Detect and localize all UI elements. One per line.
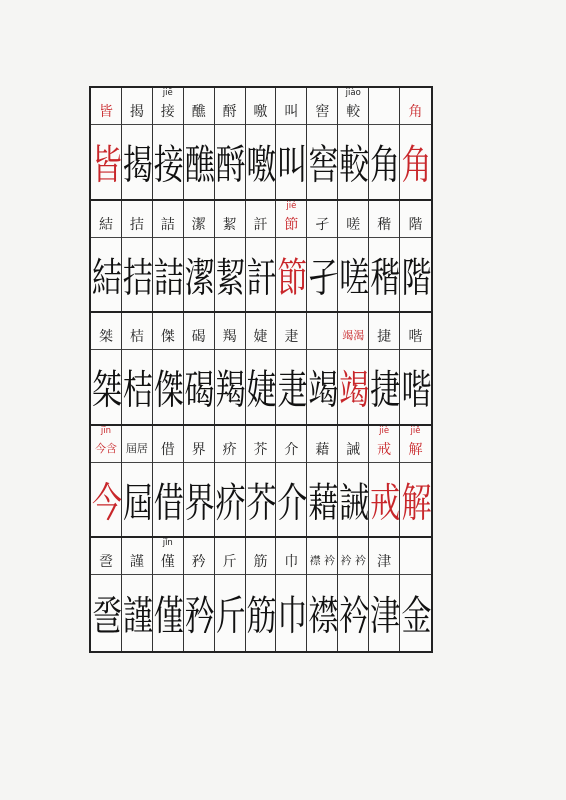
character-heading: 誡 <box>346 441 361 458</box>
seal-script-glyph: 屆 <box>122 480 151 528</box>
pinyin-label: jié <box>286 200 297 211</box>
seal-script-glyph: 竭 <box>308 367 337 415</box>
character-cell <box>246 88 277 199</box>
character-cell <box>91 313 122 424</box>
character-cell <box>276 201 307 312</box>
character-heading: 節 <box>284 216 299 233</box>
character-heading: 傑 <box>160 329 175 346</box>
character-table <box>89 86 433 653</box>
character-heading: 訐 <box>253 216 268 233</box>
seal-script-glyph: 藉 <box>308 480 337 528</box>
seal-script-glyph: 角 <box>370 142 399 190</box>
seal-script-glyph: 酹 <box>215 142 244 190</box>
character-heading: 介 <box>284 441 299 458</box>
character-heading: 筋 <box>253 554 268 571</box>
character-heading: 借 <box>160 441 175 458</box>
character-cell <box>184 538 215 651</box>
seal-script-glyph: 節 <box>277 254 306 303</box>
character-heading: 藉 <box>315 441 330 458</box>
character-cell <box>215 201 246 312</box>
character-cell <box>184 313 215 424</box>
character-cell <box>246 201 277 312</box>
seal-script-glyph: 僅 <box>153 593 182 642</box>
character-cell <box>91 426 122 537</box>
character-cell <box>184 201 215 312</box>
seal-script-glyph: 醮 <box>184 142 213 190</box>
seal-script-glyph: 誡 <box>339 480 368 528</box>
character-heading: 羯 <box>222 329 237 346</box>
character-cell <box>246 313 277 424</box>
seal-script-glyph: 角 <box>401 142 430 190</box>
character-heading: 窖 <box>315 104 330 120</box>
seal-script-glyph: 喈 <box>401 367 430 415</box>
pinyin-label: jiào <box>345 88 361 98</box>
character-cell <box>338 201 369 312</box>
character-heading: 叫 <box>284 104 299 120</box>
character-heading: 戒 <box>377 441 392 458</box>
seal-script-glyph: 金 <box>401 593 430 642</box>
character-heading: 竭渴 <box>342 329 365 343</box>
table-row <box>91 201 431 314</box>
seal-script-glyph: 解 <box>401 480 430 528</box>
character-cell <box>400 313 431 424</box>
character-cell <box>153 426 184 537</box>
character-cell <box>153 201 184 312</box>
character-cell <box>122 88 153 199</box>
character-heading: 津 <box>377 554 392 571</box>
seal-script-glyph: 戒 <box>370 480 399 528</box>
seal-script-glyph: 嗟 <box>339 254 368 303</box>
seal-script-glyph: 斤 <box>215 593 244 642</box>
seal-script-glyph: 接 <box>153 142 182 190</box>
seal-script-glyph: 稭 <box>370 254 399 303</box>
seal-script-glyph: 訐 <box>246 254 275 303</box>
table-row <box>91 538 431 651</box>
character-heading: 界 <box>191 441 206 458</box>
seal-script-glyph: 階 <box>401 254 430 303</box>
character-cell <box>369 538 400 651</box>
character-heading: 階 <box>408 216 423 233</box>
seal-script-glyph: 疌 <box>277 367 306 415</box>
character-cell <box>338 426 369 537</box>
seal-script-glyph: 界 <box>184 480 213 528</box>
character-heading: 斤 <box>222 554 237 571</box>
character-cell <box>307 88 338 199</box>
seal-script-glyph: 巾 <box>277 593 306 642</box>
character-heading: 潔 <box>191 216 206 233</box>
seal-script-glyph: 介 <box>277 480 306 528</box>
character-cell <box>184 426 215 537</box>
character-cell <box>122 538 153 651</box>
seal-script-glyph: 絜 <box>215 254 244 303</box>
character-heading: 噭 <box>253 104 268 120</box>
seal-script-glyph: 窖 <box>308 142 337 190</box>
character-cell <box>307 201 338 312</box>
seal-script-glyph: 結 <box>91 254 120 303</box>
character-cell <box>400 88 431 199</box>
seal-script-glyph: 傑 <box>153 367 182 415</box>
character-cell <box>307 313 338 424</box>
character-cell <box>369 426 400 537</box>
seal-script-glyph: 津 <box>370 593 399 642</box>
character-heading: 捷 <box>377 329 392 346</box>
seal-script-glyph: 竭 <box>339 367 368 415</box>
pinyin-label: jiě <box>410 425 421 436</box>
character-cell <box>184 88 215 199</box>
character-heading: 嗟 <box>346 216 361 233</box>
character-heading: 結 <box>98 216 113 233</box>
seal-script-glyph: 芥 <box>246 480 275 528</box>
character-cell <box>400 538 431 651</box>
character-cell <box>215 538 246 651</box>
character-heading: 巾 <box>284 554 299 571</box>
seal-script-glyph: 婕 <box>246 367 275 415</box>
character-cell <box>369 88 400 199</box>
character-cell <box>338 538 369 651</box>
seal-script-glyph: 揭 <box>122 142 151 190</box>
seal-script-glyph: 桀 <box>91 367 120 415</box>
seal-script-glyph: 疥 <box>215 480 244 528</box>
seal-script-glyph: 謹 <box>122 593 151 642</box>
seal-script-glyph: 較 <box>339 142 368 190</box>
seal-script-glyph: 碣 <box>184 367 213 415</box>
character-heading: 接 <box>160 104 175 120</box>
seal-script-glyph: 巹 <box>91 593 120 642</box>
character-heading: 揭 <box>129 104 144 120</box>
seal-script-glyph: 桔 <box>122 367 151 415</box>
pinyin-label: jīn <box>100 425 112 436</box>
character-cell <box>338 88 369 199</box>
character-cell <box>215 88 246 199</box>
pinyin-label: jǐn <box>162 538 173 549</box>
character-heading: 絜 <box>222 216 237 233</box>
character-cell <box>91 201 122 312</box>
seal-script-glyph: 叫 <box>277 142 306 190</box>
character-cell <box>276 88 307 199</box>
character-heading: 詰 <box>160 216 175 233</box>
seal-script-glyph: 詰 <box>153 254 182 303</box>
character-heading: 疥 <box>222 441 237 458</box>
character-heading: 屆居 <box>125 441 148 455</box>
character-heading: 今含 <box>94 441 117 455</box>
character-heading: 皆 <box>98 104 113 120</box>
character-heading: 桀 <box>98 329 113 346</box>
character-cell <box>307 538 338 651</box>
character-cell <box>246 538 277 651</box>
character-cell <box>215 313 246 424</box>
seal-script-glyph: 捷 <box>370 367 399 415</box>
character-heading: 桔 <box>129 329 144 346</box>
character-heading: 謹 <box>129 554 144 571</box>
character-heading: 角 <box>408 104 423 120</box>
character-heading: 喈 <box>408 329 423 346</box>
character-heading: 碣 <box>191 329 206 346</box>
character-heading: 矜 <box>191 554 206 571</box>
character-cell <box>276 426 307 537</box>
character-cell <box>215 426 246 537</box>
seal-script-glyph: 潔 <box>184 254 213 303</box>
character-cell <box>369 201 400 312</box>
seal-script-glyph: 衿 <box>339 593 368 642</box>
seal-script-glyph: 孑 <box>308 254 337 303</box>
character-cell <box>153 313 184 424</box>
character-heading: 稭 <box>377 216 392 233</box>
character-cell <box>307 426 338 537</box>
seal-script-glyph: 今 <box>91 480 120 528</box>
character-cell <box>246 426 277 537</box>
character-heading: 拮 <box>129 216 144 233</box>
character-heading: 僅 <box>160 554 175 571</box>
character-heading: 巹 <box>98 554 113 571</box>
pinyin-label: jiē <box>162 88 173 98</box>
seal-script-glyph: 羯 <box>215 367 244 415</box>
character-cell <box>153 88 184 199</box>
seal-script-glyph: 皆 <box>91 142 120 190</box>
character-cell <box>276 538 307 651</box>
character-cell <box>91 538 122 651</box>
seal-script-glyph: 筋 <box>246 593 275 642</box>
character-heading: 婕 <box>253 329 268 346</box>
seal-script-glyph: 襟 <box>308 593 337 642</box>
character-heading: 襟 衿 <box>309 554 336 568</box>
character-heading: 疌 <box>284 329 299 346</box>
character-heading: 孑 <box>315 216 330 233</box>
character-cell <box>400 426 431 537</box>
pinyin-label: jiè <box>379 425 390 436</box>
character-heading: 解 <box>408 441 423 458</box>
character-cell <box>400 201 431 312</box>
character-cell <box>338 313 369 424</box>
seal-script-glyph: 矜 <box>184 593 213 642</box>
character-cell <box>369 313 400 424</box>
character-heading: 衿 衿 <box>340 554 366 568</box>
character-cell <box>91 88 122 199</box>
seal-script-glyph: 噭 <box>246 142 275 190</box>
character-cell <box>122 426 153 537</box>
table-row <box>91 88 431 201</box>
character-heading: 芥 <box>253 441 268 458</box>
character-heading: 較 <box>346 104 361 120</box>
character-cell <box>122 201 153 312</box>
character-heading: 醮 <box>191 104 206 120</box>
character-cell <box>153 538 184 651</box>
character-heading: 酹 <box>222 104 237 120</box>
character-cell <box>122 313 153 424</box>
character-cell <box>276 313 307 424</box>
seal-script-glyph: 拮 <box>122 254 151 303</box>
table-row <box>91 426 431 539</box>
seal-script-glyph: 借 <box>153 480 182 528</box>
table-row <box>91 313 431 426</box>
